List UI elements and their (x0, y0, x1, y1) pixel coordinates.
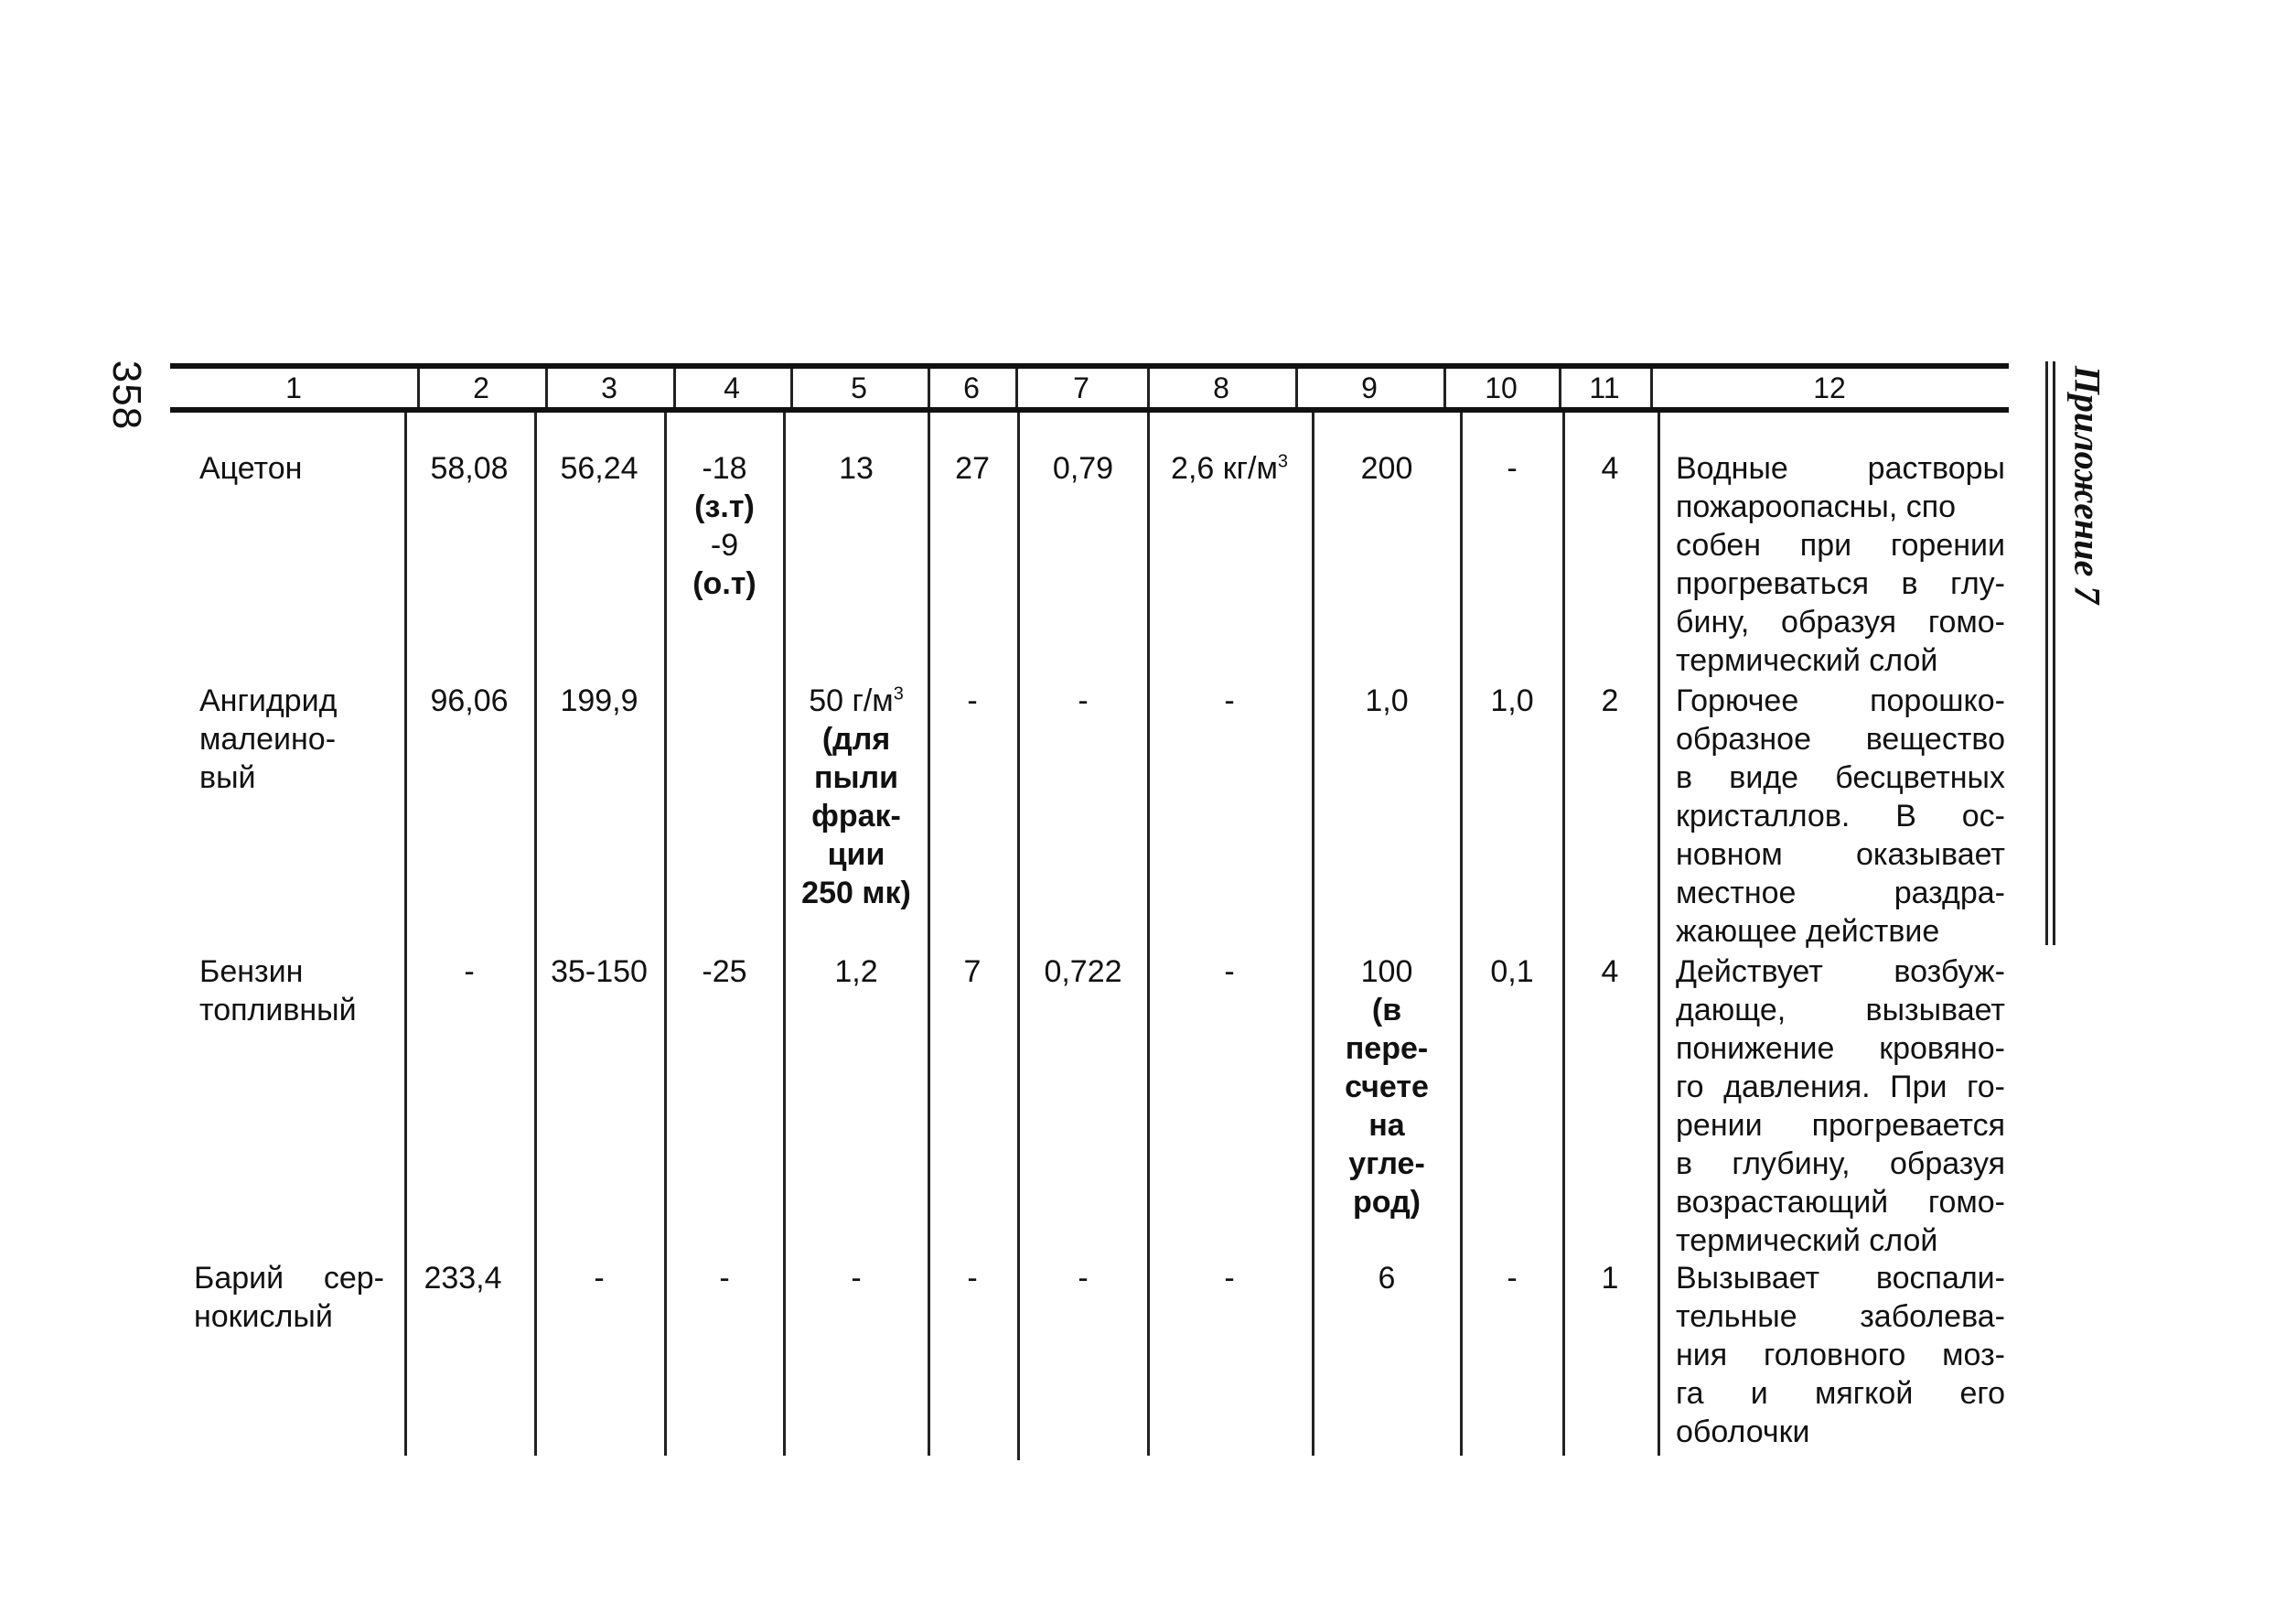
cell-col10: 1,0 (1490, 683, 1534, 718)
header-column-divider (1443, 369, 1446, 407)
cell-col7: 0,722 (1044, 954, 1122, 989)
column-number: 1 (285, 371, 302, 404)
cell-col8: - (1224, 954, 1235, 989)
header-column-divider (417, 369, 420, 407)
cell-col5: 13 (839, 451, 874, 486)
cell-col2: - (464, 954, 475, 989)
column-number: 3 (601, 371, 617, 404)
cell-col5: - (851, 1261, 862, 1296)
cell-col6: - (967, 683, 978, 718)
appendix-rule (2045, 361, 2048, 945)
column-divider (1147, 413, 1150, 1456)
column-divider (1562, 413, 1565, 1456)
column-divider (1017, 413, 1020, 1460)
cell-col12: Горючее порошко- образное вещество в виде бесцветных кристаллов. В ос- новном оказывает местное раздра- жающее действие (1676, 683, 2005, 949)
substance-name: Барий сер- нокислый (194, 1261, 384, 1334)
column-number: 7 (1073, 371, 1089, 404)
cell-col6: - (967, 1261, 978, 1296)
header-column-divider (1559, 369, 1561, 407)
column-number: 11 (1589, 371, 1620, 404)
cell-col2: 58,08 (430, 451, 509, 486)
page-number: 358 (104, 360, 149, 431)
cell-col4: -25 (702, 954, 747, 989)
column-divider (928, 413, 930, 1456)
cell-col7: - (1078, 1261, 1089, 1296)
column-number: 10 (1485, 371, 1518, 404)
header-column-divider (1650, 369, 1653, 407)
cell-col11: 4 (1601, 451, 1619, 486)
cell-col3: 199,9 (560, 683, 638, 718)
column-divider (664, 413, 667, 1456)
cell-col7: - (1078, 683, 1089, 718)
substance-name: Ангидрид малеино- вый (199, 683, 338, 795)
column-number: 5 (851, 371, 867, 404)
cell-col6: 7 (963, 954, 982, 989)
cell-col3: - (594, 1261, 605, 1296)
header-column-divider (1147, 369, 1150, 407)
cell-col8: 2,6 $кг/м^3$ (1171, 451, 1288, 486)
cell-col8: - (1224, 1261, 1235, 1296)
cell-col2: 233,4 (424, 1261, 502, 1296)
column-divider (534, 413, 537, 1456)
header-column-divider (790, 369, 793, 407)
cell-col5: 1,2 (834, 954, 878, 989)
cell-col10: - (1507, 1261, 1518, 1296)
cell-col7: 0,79 (1052, 451, 1114, 486)
column-divider (1312, 413, 1314, 1456)
cell-col9: 6 (1378, 1261, 1396, 1296)
column-number: 12 (1813, 371, 1846, 404)
cell-col3: 35-150 (551, 954, 648, 989)
cell-col6: 27 (955, 451, 990, 486)
header-column-divider (928, 369, 930, 407)
column-divider (783, 413, 786, 1456)
cell-col4: -18 (з.т) -9 (о.т) (692, 451, 756, 601)
column-number: 8 (1213, 371, 1229, 404)
cell-col5: 50 $г/м^3$ (для пыли фрак- ции 250 мк) (801, 683, 911, 910)
appendix-label: Приложение 7 (2066, 365, 2108, 605)
column-divider (404, 413, 407, 1456)
header-column-divider (1015, 369, 1018, 407)
cell-col12: Водные растворы пожароопасны, спо собен при горении прогреваться в глу- бину, образуя гомо- термический слой (1676, 451, 2005, 678)
substance-name: Ацетон (199, 451, 303, 486)
cell-col11: 2 (1601, 683, 1619, 718)
cell-col11: 4 (1601, 954, 1619, 989)
cell-col11: 1 (1601, 1261, 1619, 1296)
cell-col8: - (1224, 683, 1235, 718)
appendix-rule (2053, 361, 2055, 945)
cell-col2: 96,06 (430, 683, 509, 718)
header-column-divider (545, 369, 548, 407)
column-divider (1460, 413, 1463, 1456)
cell-col10: 0,1 (1490, 954, 1534, 989)
cell-col10: - (1507, 451, 1518, 486)
header-column-divider (1295, 369, 1298, 407)
substance-name: Бензин топливный (199, 954, 357, 1027)
column-number: 9 (1361, 371, 1378, 404)
table-header-rule (170, 407, 2009, 413)
cell-col12: Действует возбуж- дающе, вызывает понижение кровяно- го давления. При го- рении прогревается в глубину, образуя возрастающий гомо- термический слой (1676, 954, 2005, 1258)
cell-col3: 56,24 (560, 451, 638, 486)
column-divider (1658, 413, 1660, 1456)
cell-col9: 100 (в пере- счете на угле- род) (1345, 954, 1429, 1220)
cell-col9: 200 (1360, 451, 1413, 486)
column-number: 2 (473, 371, 489, 404)
cell-col12: Вызывает воспали- тельные заболева- ния головного моз- га и мягкой его оболочки (1676, 1261, 2005, 1449)
column-number: 4 (724, 371, 740, 404)
header-column-divider (673, 369, 676, 407)
cell-col9: 1,0 (1365, 683, 1409, 718)
column-number: 6 (963, 371, 980, 404)
cell-col4: - (719, 1261, 730, 1296)
